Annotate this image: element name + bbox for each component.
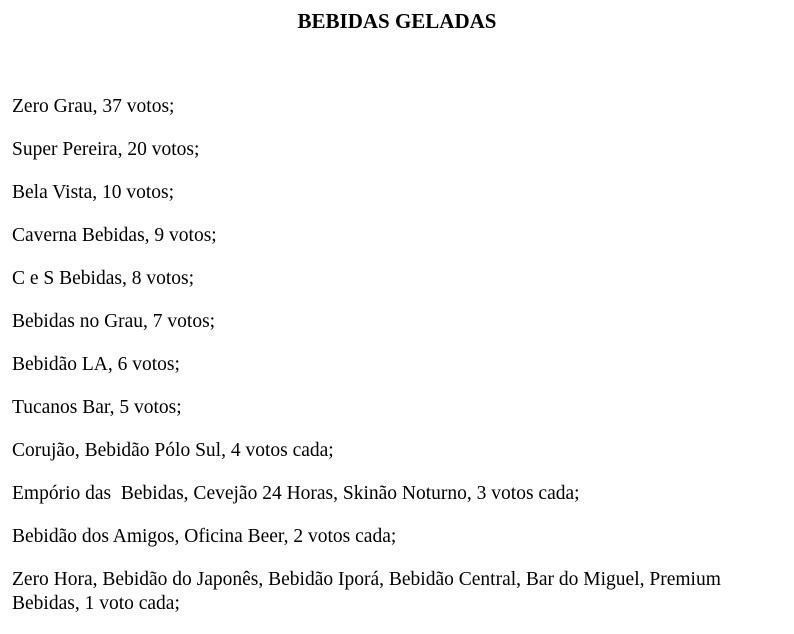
list-item: Caverna Bebidas, 9 votos; [12,225,217,246]
list-item: Empório das Bebidas, Cevejão 24 Horas, Skinão Noturno, 3 votos cada; [12,483,580,504]
list-item: Bebidão LA, 6 votos; [12,354,180,375]
list-item: Zero Grau, 37 votos; [12,96,175,117]
list-item: Corujão, Bebidão Pólo Sul, 4 votos cada; [12,440,334,461]
document-title: BEBIDAS GELADAS [297,9,497,33]
list-item: Zero Hora, Bebidão do Japonês, Bebidão Iporá, Bebidão Central, Bar do Miguel, Premium Bebidas, 1 voto cada; [12,569,726,614]
list-item: C e S Bebidas, 8 votos; [12,268,195,289]
list-item: Bela Vista, 10 votos; [12,182,175,203]
vote-list [12,95,787,616]
list-item: Bebidas no Grau, 7 votos; [12,311,216,332]
list-item: Tucanos Bar, 5 votos; [12,397,182,418]
list-item: Bebidão dos Amigos, Oficina Beer, 2 votos cada; [12,526,397,547]
list-item: Super Pereira, 20 votos; [12,139,200,160]
